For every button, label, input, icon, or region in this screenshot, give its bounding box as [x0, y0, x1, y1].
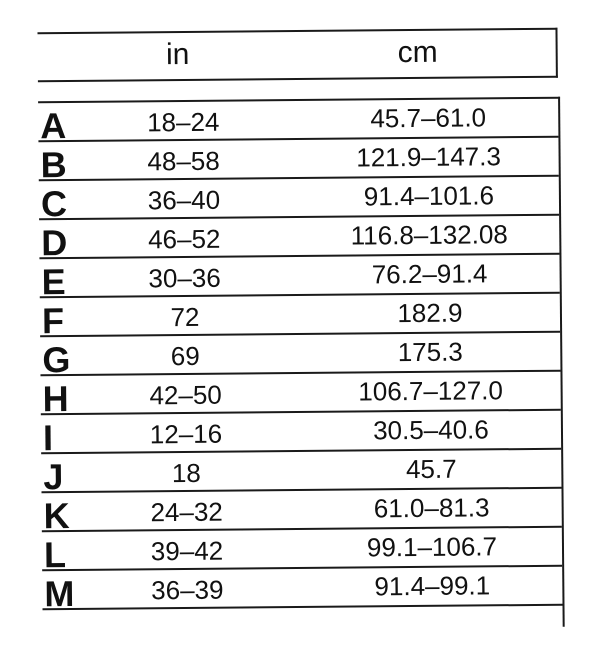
row-letter: A — [40, 105, 66, 147]
table-row — [40, 333, 560, 381]
row-in-value: 69 — [170, 340, 200, 372]
row-cm-value: 121.9–147.3 — [356, 141, 502, 173]
row-in-value: 18 — [171, 457, 201, 489]
table-row — [40, 372, 560, 420]
table-row — [40, 294, 560, 342]
table-row — [38, 99, 558, 147]
row-cm-value: 116.8–132.08 — [350, 219, 508, 251]
row-letter: I — [42, 417, 53, 459]
row-in-value: 42–50 — [149, 379, 222, 411]
table-row — [41, 450, 561, 498]
row-cm-value: 45.7–61.0 — [370, 102, 487, 134]
row-letter: G — [42, 339, 70, 381]
table-row — [42, 528, 562, 576]
row-cm-value: 182.9 — [397, 297, 463, 329]
row-in-value: 24–32 — [150, 496, 223, 528]
row-cm-value: 30.5–40.6 — [372, 414, 489, 446]
row-letter: H — [42, 378, 68, 420]
row-letter: K — [43, 495, 69, 537]
row-in-value: 72 — [170, 301, 200, 333]
row-letter: M — [44, 572, 74, 615]
row-in-value: 18–24 — [146, 106, 220, 138]
row-in-value: 48–58 — [147, 145, 220, 177]
row-letter: C — [40, 183, 67, 225]
table-row — [42, 567, 562, 615]
row-letter: B — [40, 144, 66, 186]
table-row — [41, 411, 561, 459]
row-in-value: 46–52 — [148, 223, 221, 255]
table-header — [37, 28, 557, 83]
row-cm-value: 99.1–106.7 — [366, 531, 498, 563]
row-in-value: 36–40 — [147, 184, 221, 216]
table-row — [38, 138, 558, 186]
row-letter: J — [43, 456, 63, 498]
row-in-value: 36–39 — [151, 574, 224, 606]
row-cm-value: 91.4–99.1 — [374, 570, 491, 602]
header-cm: cm — [397, 35, 438, 70]
row-cm-value: 76.2–91.4 — [371, 258, 488, 290]
table-row — [39, 216, 559, 264]
table-row — [39, 255, 559, 303]
row-cm-value: 91.4–101.6 — [363, 180, 495, 212]
row-in-value: 12–16 — [149, 418, 223, 450]
table-row — [39, 177, 559, 225]
row-in-value: 39–42 — [150, 535, 224, 567]
row-cm-value: 61.0–81.3 — [373, 492, 490, 524]
row-letter: L — [43, 534, 66, 576]
row-cm-value: 175.3 — [397, 336, 463, 368]
row-in-value: 30–36 — [148, 262, 221, 294]
row-letter: D — [41, 222, 67, 264]
row-cm-value: 45.7 — [405, 453, 457, 485]
row-cm-value: 106.7–127.0 — [358, 375, 504, 407]
row-letter: F — [41, 300, 64, 342]
measurement-table — [38, 97, 565, 632]
row-letter: E — [41, 261, 65, 303]
header-in: in — [165, 37, 190, 72]
table-row — [42, 489, 562, 537]
